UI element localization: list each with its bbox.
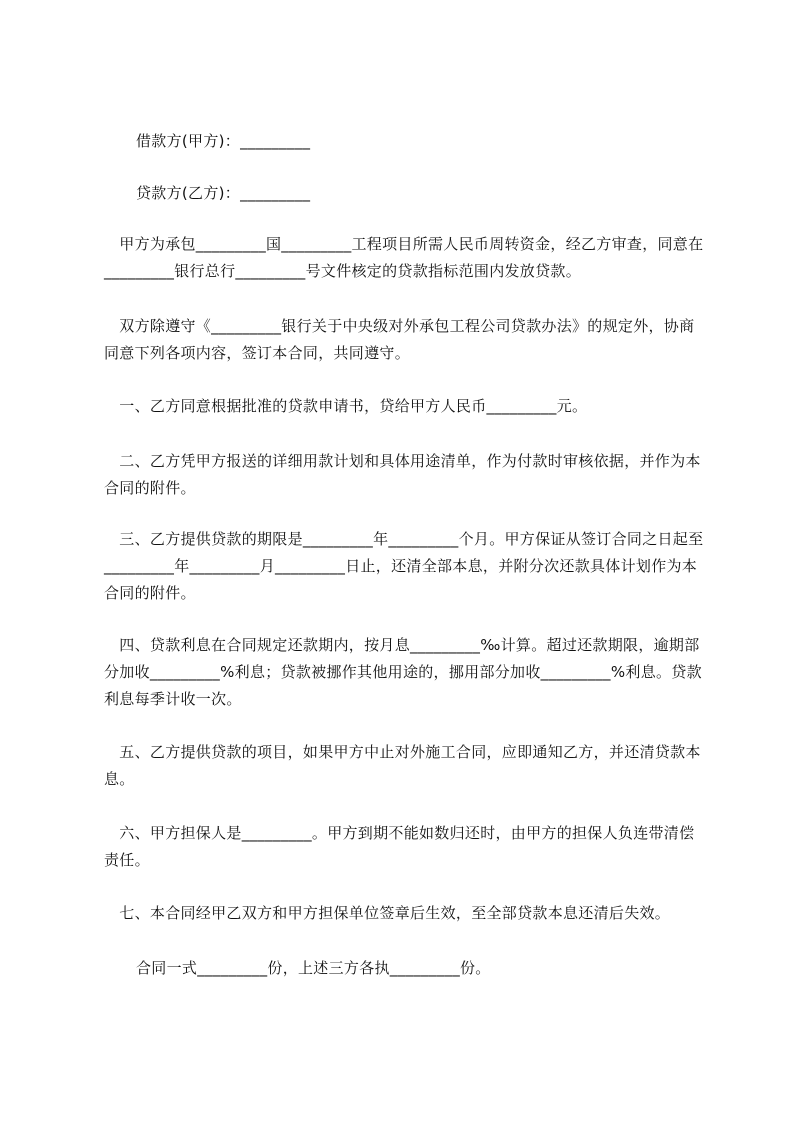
- borrower-line: 借款方(甲方)：_________: [136, 132, 311, 150]
- lender-line: 贷款方(乙方)：_________: [136, 184, 311, 202]
- clause-7: 七、本合同经甲乙双方和甲方担保单位签章后生效，至全部贷款本息还清后失效。: [104, 904, 671, 922]
- clause-5: 五、乙方提供贷款的项目，如果甲方中止对外施工合同，应即通知乙方，并还清贷款本息。: [104, 743, 701, 788]
- clause-3: 三、乙方提供贷款的期限是_________年_________个月。甲方保证从签订合同之日起至_________年_________月_________日止，还清全部本息，并附分次还款具体计划作为本合同的附件。: [104, 530, 704, 602]
- clause-4: 四、贷款利息在合同规定还款期内，按月息_________‰计算。超过还款期限，逾期部分加收_________%利息；贷款被挪作其他用途的，挪用部分加收_________%利息。贷款利息每季计收一次。: [104, 636, 702, 708]
- clause-6: 六、甲方担保人是_________。甲方到期不能如数归还时，由甲方的担保人负连带清偿责任。: [104, 824, 695, 869]
- agreement-paragraph: 双方除遵守《_________银行关于中央级对外承包工程公司贷款办法》的规定外，协商同意下列各项内容，签订本合同，共同遵守。: [104, 317, 695, 362]
- clause-1: 一、乙方同意根据批准的贷款申请书，贷给甲方人民币_________元。: [104, 397, 588, 415]
- clause-2: 二、乙方凭甲方报送的详细用款计划和具体用途清单，作为付款时审核依据，并作为本合同的附件。: [104, 452, 701, 497]
- preamble-paragraph: 甲方为承包_________国_________工程项目所需人民币周转资金，经乙方审查，同意在_________银行总行_________号文件核定的贷款指标范围内发放贷款。: [104, 235, 704, 280]
- copies-line: 合同一式_________份，上述三方各执_________份。: [136, 959, 491, 977]
